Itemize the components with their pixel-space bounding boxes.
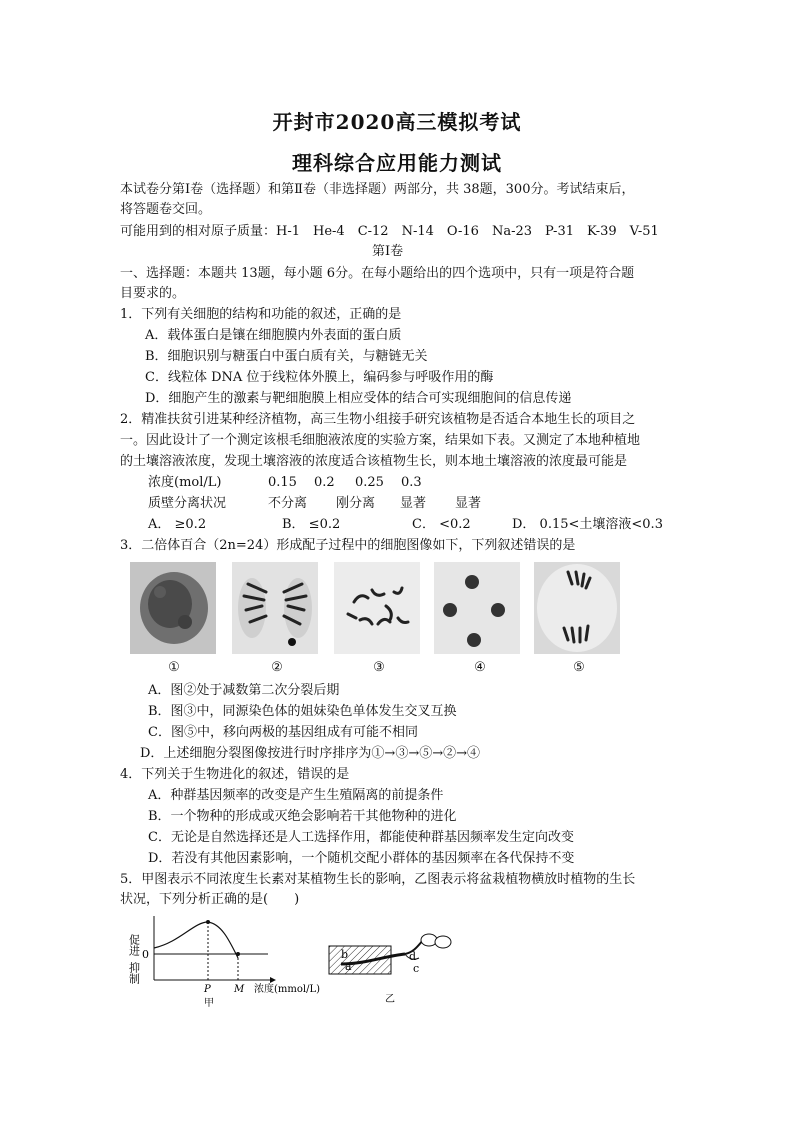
point-p-label: P [204,984,211,995]
figure-jia-auxin-curve [127,912,340,1012]
table-cell: 显著 [400,496,427,511]
question-stem: 5．甲图表示不同浓度生长素对某植物生长的影响，乙图表示将盆栽植物横放时植物的生长 [120,872,636,887]
question-option: D．若没有其他因素影响，一个随机交配小群体的基因频率在各代保持不变 [148,851,575,866]
table-cell: 不分离 [268,496,308,511]
question-stem: 的土壤溶液浓度，发现土壤溶液的浓度适合该植物生长，则本地土壤溶液的浓度最可能是 [120,454,628,469]
x-axis-label: 浓度(mmol/L) [254,984,320,995]
table-cell: 0.25 [355,475,384,490]
volume-heading: 第Ⅰ卷 [372,244,404,259]
micrograph-5 [534,562,620,654]
micrograph-label: ④ [474,660,486,675]
micrograph-label: ① [168,660,180,675]
question-stem: 1．下列有关细胞的结构和功能的叙述，正确的是 [120,307,402,322]
y-label-zero: 0 [142,948,149,961]
intro-line: 本试卷分第Ⅰ卷（选择题）和第Ⅱ卷（非选择题）两部分，共 38题，300分。考试结束后， [120,182,635,197]
micrograph-2 [232,562,318,654]
question-stem: 一。因此设计了一个测定该根毛细胞液浓度的实验方案，结果如下表。又测定了本地种植地 [120,433,641,448]
question-option: C．图⑤中，移向两极的基因组成有可能不相同 [148,725,418,740]
table-cell: 0.3 [401,475,422,490]
question-option: B． ≤0.2 [282,517,341,532]
section-instructions: 一、选择题：本题共 13题，每小题 6分。在每小题给出的四个选项中，只有一项是符合题 [120,266,635,281]
table-cell: 浓度(mol/L) [148,475,222,490]
table-cell: 刚分离 [336,496,376,511]
point-m-label: M [234,984,245,995]
plant-label-b: b [341,948,349,961]
question-option: C． <0.2 [412,517,471,532]
question-option: A．种群基因频率的改变是产生生殖隔离的前提条件 [148,788,444,803]
question-option: B．图③中，同源染色体的姐妹染色单体发生交叉互换 [148,704,457,719]
exam-subtitle: 理科综合应用能力测试 [292,151,502,175]
micrograph-label: ② [271,660,283,675]
question-option: A．载体蛋白是镶在细胞膜内外表面的蛋白质 [145,328,402,343]
table-cell: 质壁分离状况 [148,496,227,511]
exam-title: 开封市2020高三模拟考试 [272,110,522,134]
atomic-mass-line: 可能用到的相对原子质量：H-1 He-4 C-12 N-14 O-16 Na-23 P-31 K-39 V-51 [120,224,659,239]
question-stem: 4．下列关于生物进化的叙述，错误的是 [120,767,350,782]
micrograph-4 [434,562,520,654]
question-option: B．一个物种的形成或灭绝会影响若干其他物种的进化 [148,809,457,824]
y-label-promote: 促进 [127,934,141,956]
intro-line: 将答题卷交回。 [120,202,212,217]
micrograph-label: ⑤ [573,660,585,675]
question-option: D． 0.15<土壤溶液<0.3 [512,517,663,532]
figure-yi-caption: 乙 [385,994,395,1005]
question-option: C．无论是自然选择还是人工选择作用，都能使种群基因频率发生定向改变 [148,830,574,845]
table-cell: 显著 [455,496,482,511]
figure-jia-caption: 甲 [204,998,214,1009]
question-stem: 状况，下列分析正确的是( ) [120,892,300,907]
micrograph-3 [334,562,420,654]
plant-label-a: a [345,960,352,973]
section-instructions: 目要求的。 [120,286,186,301]
question-stem: 2．精准扶贫引进某种经济植物，高三生物小组接手研究该植物是否适合本地生长的项目之 [120,412,636,427]
micrograph-1 [130,562,216,654]
table-cell: 0.15 [268,475,297,490]
question-stem: 3．二倍体百合（2n=24）形成配子过程中的细胞图像如下，下列叙述错误的是 [120,538,576,553]
micrograph-label: ③ [373,660,385,675]
plant-label-c: c [413,962,420,975]
question-option: B．细胞识别与糖蛋白中蛋白质有关，与糖链无关 [145,349,428,364]
y-label-inhibit: 抑制 [127,962,141,984]
question-option: D．上述细胞分裂图像按进行时序排序为①→③→⑤→②→④ [140,746,480,761]
question-option: C．线粒体 DNA 位于线粒体外膜上，编码参与呼吸作用的酶 [145,370,494,385]
table-cell: 0.2 [314,475,335,490]
plant-label-d: d [409,950,417,963]
question-option: A．图②处于减数第二次分裂后期 [148,683,340,698]
question-option: A． ≥0.2 [148,517,207,532]
question-option: D．细胞产生的激素与靶细胞膜上相应受体的结合可实现细胞间的信息传递 [145,391,572,406]
figure-yi-horizontal-plant [325,930,475,1010]
